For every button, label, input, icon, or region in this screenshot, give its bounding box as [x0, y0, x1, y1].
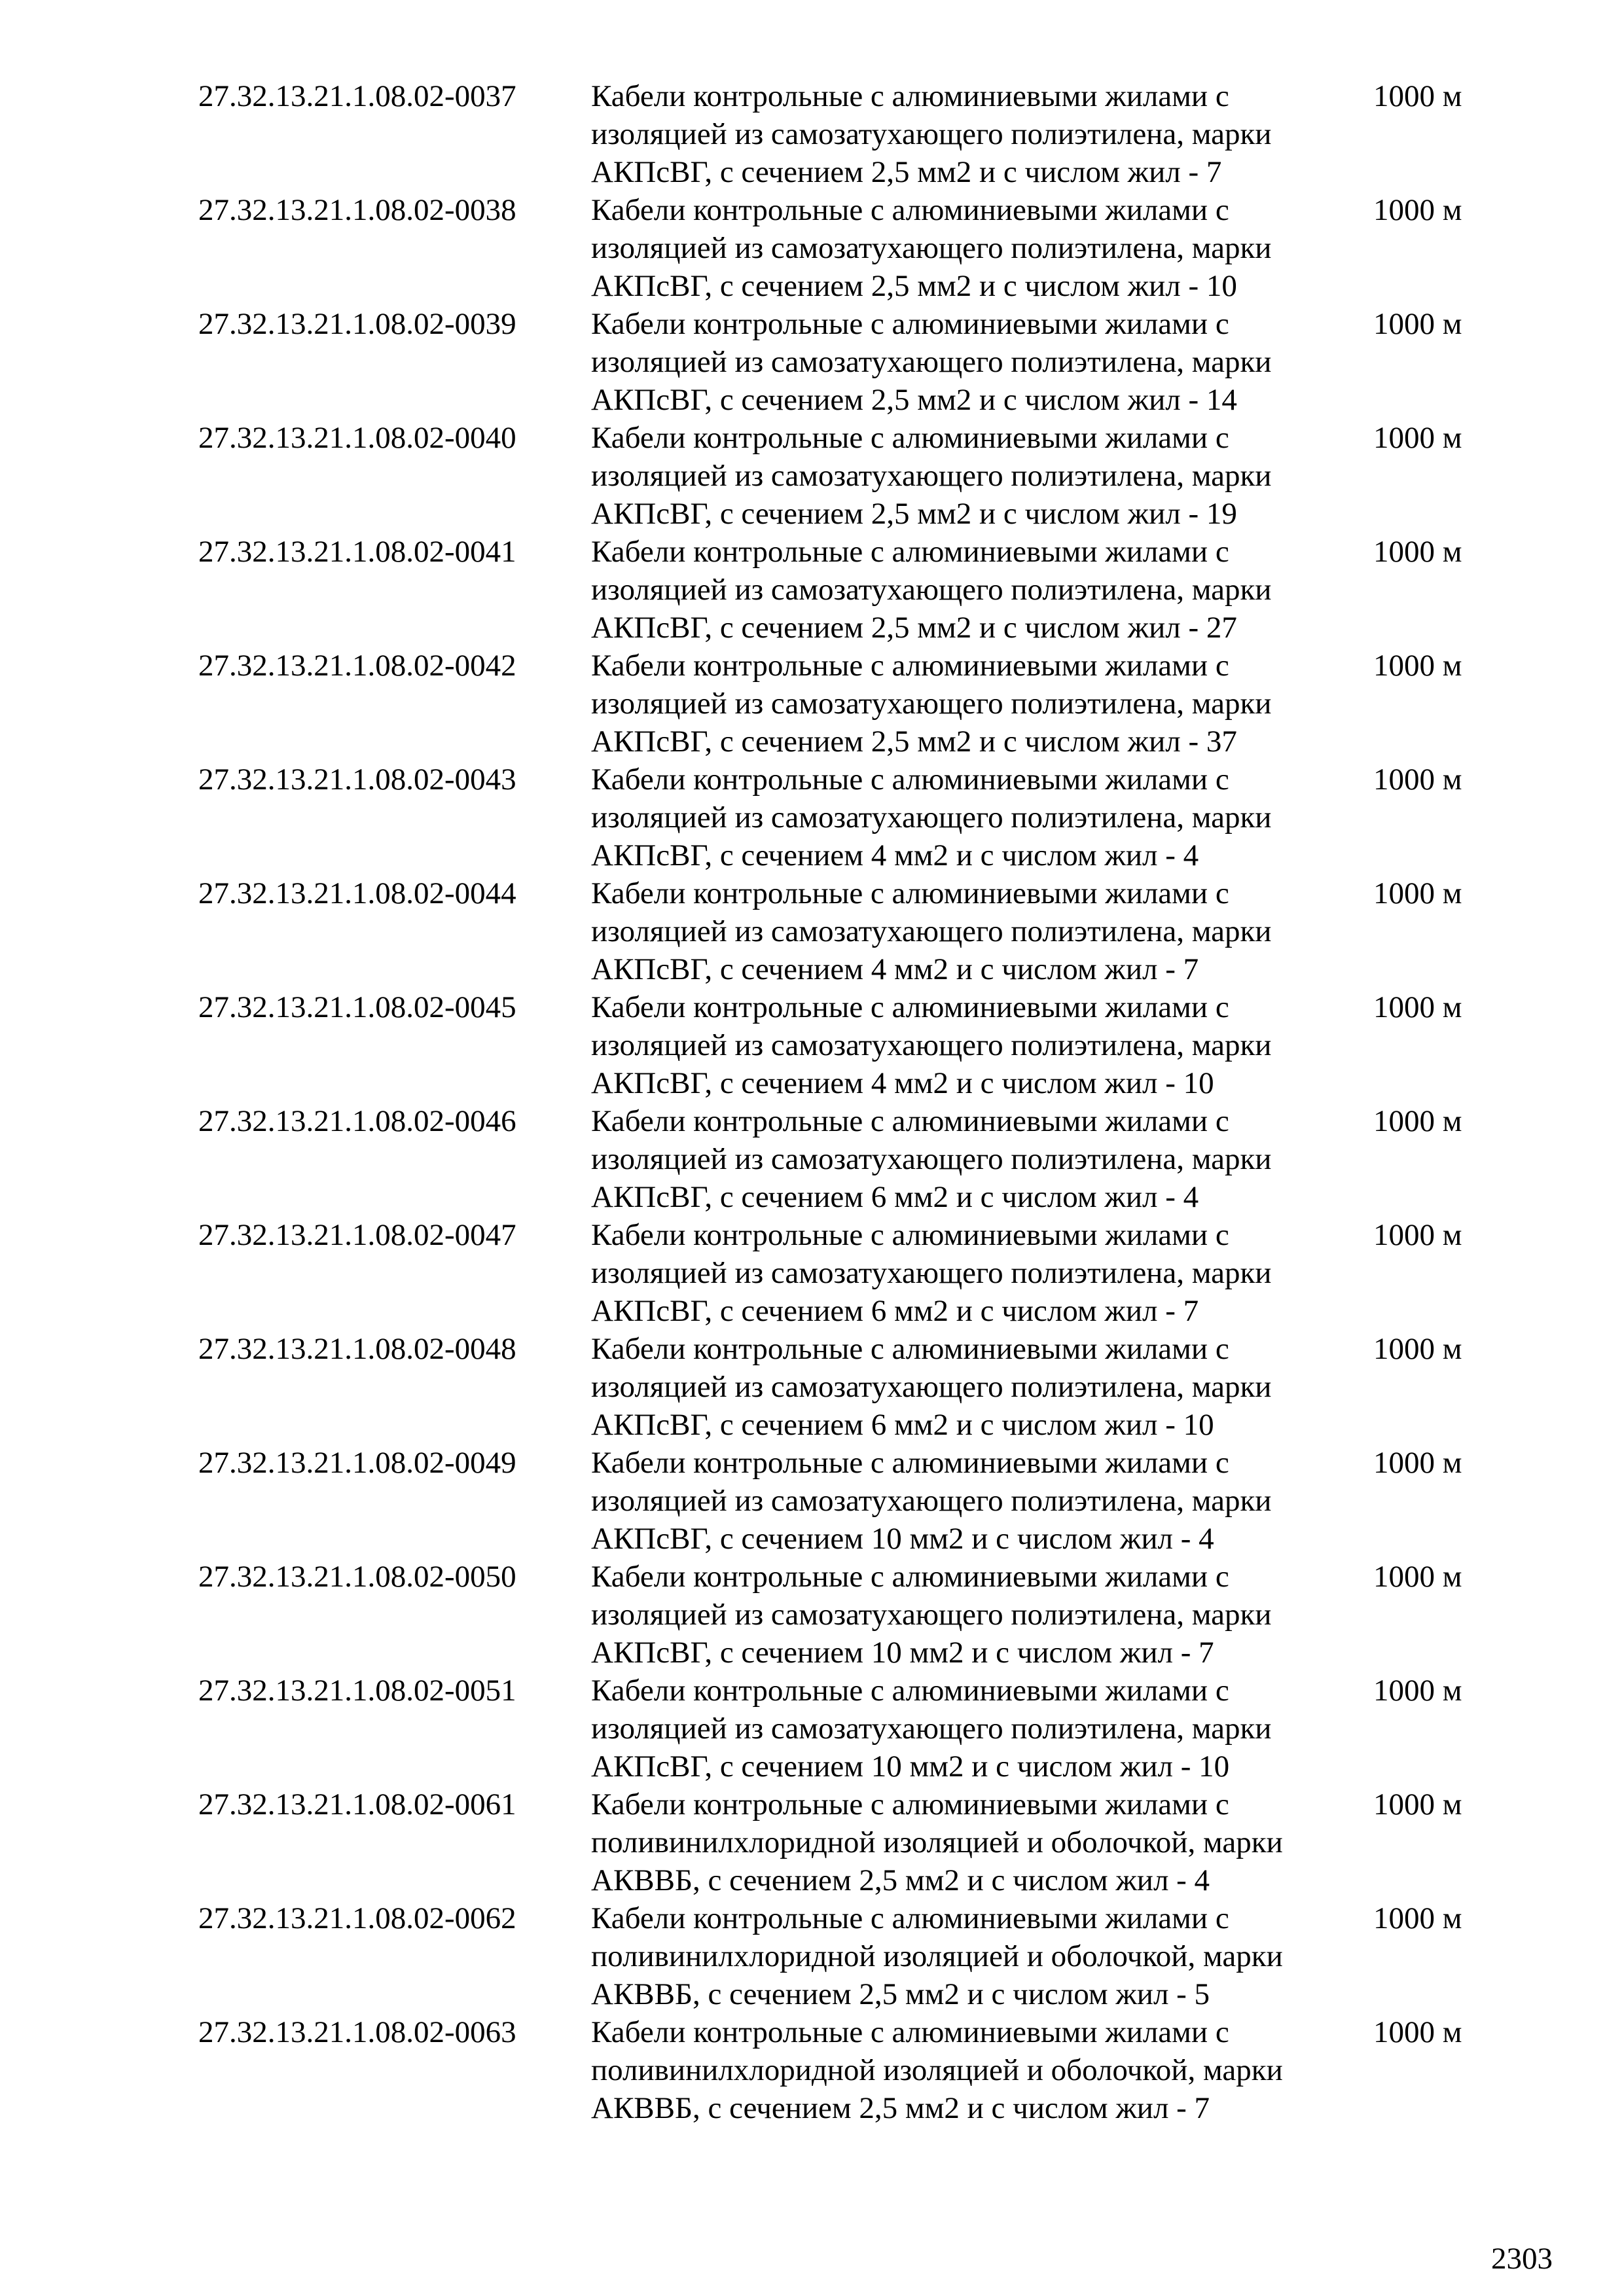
description-line: Кабели контрольные с алюминиевыми жилами с	[591, 1674, 1229, 1708]
item-description	[591, 191, 1363, 305]
table-row	[0, 874, 1624, 988]
table-row	[0, 1899, 1624, 2013]
description-line: изоляцией из самозатухающего полиэтилена, марки	[591, 1142, 1272, 1176]
description-line: Кабели контрольные с алюминиевыми жилами с	[591, 1104, 1229, 1138]
item-unit: 1000 м	[1373, 1787, 1462, 1821]
description-line: Кабели контрольные с алюминиевыми жилами с	[591, 1218, 1229, 1252]
item-unit: 1000 м	[1373, 1446, 1462, 1480]
description-line: Кабели контрольные с алюминиевыми жилами с	[591, 193, 1229, 227]
item-unit: 1000 м	[1373, 990, 1462, 1024]
description-line: изоляцией из самозатухающего полиэтилена, марки	[591, 1256, 1272, 1290]
item-description	[591, 305, 1363, 419]
description-line: АКПсВГ, с сечением 6 мм2 и с числом жил - 4	[591, 1180, 1199, 1214]
description-line: Кабели контрольные с алюминиевыми жилами с	[591, 307, 1229, 341]
description-line: АКПсВГ, с сечением 10 мм2 и с числом жил - 10	[591, 1749, 1230, 1784]
item-unit: 1000 м	[1373, 307, 1462, 341]
description-line: изоляцией из самозатухающего полиэтилена, марки	[591, 1712, 1272, 1746]
table-row	[0, 77, 1624, 191]
item-description	[591, 1444, 1363, 1558]
item-code: 27.32.13.21.1.08.02-0048	[198, 1332, 516, 1366]
description-line: поливинилхлоридной изоляцией и оболочкой, марки	[591, 2053, 1283, 2087]
description-line: изоляцией из самозатухающего полиэтилена, марки	[591, 231, 1272, 265]
description-line: Кабели контрольные с алюминиевыми жилами с	[591, 2015, 1229, 2049]
page-number: 2303	[1491, 2242, 1553, 2276]
table-row	[0, 1216, 1624, 1330]
description-line: Кабели контрольные с алюминиевыми жилами с	[591, 1901, 1229, 1935]
description-line: изоляцией из самозатухающего полиэтилена, марки	[591, 800, 1272, 834]
item-description	[591, 1899, 1363, 2013]
table-row	[0, 1330, 1624, 1444]
table-row	[0, 647, 1624, 761]
description-line: АКПсВГ, с сечением 4 мм2 и с числом жил - 10	[591, 1066, 1214, 1100]
item-code: 27.32.13.21.1.08.02-0041	[198, 535, 516, 569]
table-row	[0, 419, 1624, 533]
description-line: Кабели контрольные с алюминиевыми жилами с	[591, 876, 1229, 910]
description-line: поливинилхлоридной изоляцией и оболочкой, марки	[591, 1939, 1283, 1973]
description-line: АКПсВГ, с сечением 4 мм2 и с числом жил - 7	[591, 952, 1199, 986]
item-code: 27.32.13.21.1.08.02-0037	[198, 79, 516, 113]
item-code: 27.32.13.21.1.08.02-0039	[198, 307, 516, 341]
table-row	[0, 533, 1624, 647]
item-code: 27.32.13.21.1.08.02-0044	[198, 876, 516, 910]
description-line: Кабели контрольные с алюминиевыми жилами с	[591, 535, 1229, 569]
description-line: изоляцией из самозатухающего полиэтилена, марки	[591, 345, 1272, 379]
description-line: изоляцией из самозатухающего полиэтилена, марки	[591, 459, 1272, 493]
description-line: Кабели контрольные с алюминиевыми жилами с	[591, 1560, 1229, 1594]
description-line: АКПсВГ, с сечением 2,5 мм2 и с числом жил - 37	[591, 725, 1237, 759]
description-line: изоляцией из самозатухающего полиэтилена, марки	[591, 1370, 1272, 1404]
item-unit: 1000 м	[1373, 79, 1462, 113]
table-row	[0, 2013, 1624, 2127]
table-row	[0, 305, 1624, 419]
description-line: Кабели контрольные с алюминиевыми жилами с	[591, 762, 1229, 797]
table-row	[0, 1444, 1624, 1558]
item-description	[591, 77, 1363, 191]
item-code: 27.32.13.21.1.08.02-0051	[198, 1674, 516, 1708]
item-description	[591, 533, 1363, 647]
table-row	[0, 1785, 1624, 1899]
description-line: Кабели контрольные с алюминиевыми жилами с	[591, 1446, 1229, 1480]
table-row	[0, 1672, 1624, 1785]
description-line: АКПсВГ, с сечением 2,5 мм2 и с числом жил - 27	[591, 611, 1237, 645]
item-unit: 1000 м	[1373, 421, 1462, 455]
table-row	[0, 1102, 1624, 1216]
item-unit: 1000 м	[1373, 649, 1462, 683]
description-line: Кабели контрольные с алюминиевыми жилами с	[591, 990, 1229, 1024]
item-description	[591, 419, 1363, 533]
description-line: АКПсВГ, с сечением 6 мм2 и с числом жил - 7	[591, 1294, 1199, 1328]
description-line: изоляцией из самозатухающего полиэтилена, марки	[591, 1484, 1272, 1518]
item-unit: 1000 м	[1373, 535, 1462, 569]
item-code: 27.32.13.21.1.08.02-0049	[198, 1446, 516, 1480]
item-unit: 1000 м	[1373, 876, 1462, 910]
item-unit: 1000 м	[1373, 2015, 1462, 2049]
item-code: 27.32.13.21.1.08.02-0062	[198, 1901, 516, 1935]
item-code: 27.32.13.21.1.08.02-0045	[198, 990, 516, 1024]
item-code: 27.32.13.21.1.08.02-0050	[198, 1560, 516, 1594]
item-code: 27.32.13.21.1.08.02-0046	[198, 1104, 516, 1138]
item-code: 27.32.13.21.1.08.02-0063	[198, 2015, 516, 2049]
item-description	[591, 1672, 1363, 1785]
description-line: изоляцией из самозатухающего полиэтилена, марки	[591, 1598, 1272, 1632]
description-line: АКПсВГ, с сечением 2,5 мм2 и с числом жил - 10	[591, 269, 1237, 303]
item-description	[591, 2013, 1363, 2127]
description-line: изоляцией из самозатухающего полиэтилена, марки	[591, 573, 1272, 607]
item-code: 27.32.13.21.1.08.02-0047	[198, 1218, 516, 1252]
description-line: АКПсВГ, с сечением 6 мм2 и с числом жил - 10	[591, 1408, 1214, 1442]
item-unit: 1000 м	[1373, 1332, 1462, 1366]
item-description	[591, 1330, 1363, 1444]
item-description	[591, 761, 1363, 874]
item-code: 27.32.13.21.1.08.02-0038	[198, 193, 516, 227]
item-description	[591, 874, 1363, 988]
item-description	[591, 1216, 1363, 1330]
description-line: АКПсВГ, с сечением 2,5 мм2 и с числом жил - 19	[591, 497, 1237, 531]
description-line: поливинилхлоридной изоляцией и оболочкой, марки	[591, 1825, 1283, 1859]
description-line: изоляцией из самозатухающего полиэтилена, марки	[591, 117, 1272, 151]
description-line: Кабели контрольные с алюминиевыми жилами с	[591, 1787, 1229, 1821]
price-list-table	[0, 77, 1624, 2127]
item-unit: 1000 м	[1373, 1560, 1462, 1594]
table-row	[0, 1558, 1624, 1672]
description-line: Кабели контрольные с алюминиевыми жилами с	[591, 649, 1229, 683]
item-unit: 1000 м	[1373, 1674, 1462, 1708]
item-description	[591, 988, 1363, 1102]
item-unit: 1000 м	[1373, 1104, 1462, 1138]
table-row	[0, 191, 1624, 305]
table-row	[0, 988, 1624, 1102]
item-code: 27.32.13.21.1.08.02-0043	[198, 762, 516, 797]
item-unit: 1000 м	[1373, 1218, 1462, 1252]
description-line: АКПсВГ, с сечением 10 мм2 и с числом жил - 7	[591, 1636, 1214, 1670]
item-code: 27.32.13.21.1.08.02-0040	[198, 421, 516, 455]
description-line: АКПсВГ, с сечением 10 мм2 и с числом жил - 4	[591, 1522, 1214, 1556]
description-line: Кабели контрольные с алюминиевыми жилами с	[591, 79, 1229, 113]
item-unit: 1000 м	[1373, 193, 1462, 227]
description-line: АКВВБ, с сечением 2,5 мм2 и с числом жил - 5	[591, 1977, 1210, 2011]
description-line: АКПсВГ, с сечением 2,5 мм2 и с числом жил - 14	[591, 383, 1237, 417]
item-code: 27.32.13.21.1.08.02-0042	[198, 649, 516, 683]
description-line: АКПсВГ, с сечением 4 мм2 и с числом жил - 4	[591, 838, 1199, 872]
item-unit: 1000 м	[1373, 762, 1462, 797]
description-line: изоляцией из самозатухающего полиэтилена, марки	[591, 1028, 1272, 1062]
item-code: 27.32.13.21.1.08.02-0061	[198, 1787, 516, 1821]
item-description	[591, 647, 1363, 761]
description-line: Кабели контрольные с алюминиевыми жилами с	[591, 1332, 1229, 1366]
item-description	[591, 1102, 1363, 1216]
description-line: АКВВБ, с сечением 2,5 мм2 и с числом жил - 4	[591, 1863, 1210, 1897]
item-description	[591, 1558, 1363, 1672]
description-line: Кабели контрольные с алюминиевыми жилами с	[591, 421, 1229, 455]
description-line: АКПсВГ, с сечением 2,5 мм2 и с числом жил - 7	[591, 155, 1222, 189]
item-description	[591, 1785, 1363, 1899]
table-row	[0, 761, 1624, 874]
description-line: изоляцией из самозатухающего полиэтилена, марки	[591, 914, 1272, 948]
item-unit: 1000 м	[1373, 1901, 1462, 1935]
description-line: АКВВБ, с сечением 2,5 мм2 и с числом жил - 7	[591, 2091, 1210, 2125]
description-line: изоляцией из самозатухающего полиэтилена, марки	[591, 687, 1272, 721]
